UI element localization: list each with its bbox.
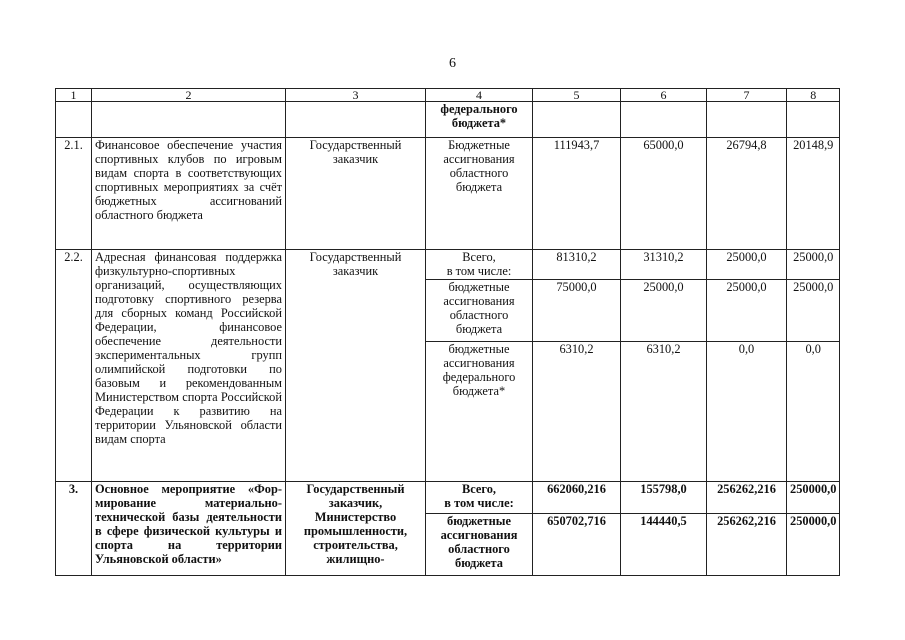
value-total: 662060,216 [533,482,621,514]
funding-source: бюджетные ассигнования областного бюджета [426,514,533,576]
executor: Государственный заказчик [286,138,426,250]
header-cell-3: 3 [286,89,426,102]
value-year-3: 25000,0 [787,280,840,342]
executor: Государственный заказчик, Министерство промышленности, строительства, жилищно- [286,482,426,576]
value-total: 650702,716 [533,514,621,576]
value-year-3: 250000,0 [787,514,840,576]
program-table [55,88,840,576]
funding-source: Всего, в том числе: [426,482,533,514]
table-row-2-1 [56,138,840,250]
header-cell-1: 1 [56,89,92,102]
activity-description: Финансовое обеспечение участия спортивных клубов по игровым видам спорта в соответствующих спортивных мероприятиях за счёт бюджетных ассигнований областного бюджета [92,138,286,250]
header-cell-8: 8 [787,89,840,102]
funding-source: федерального бюджета* [426,102,533,138]
value-year-1: 65000,0 [621,138,707,250]
table-row-2-2 [56,250,840,280]
row-index: 3. [56,482,92,576]
continuation-row [56,102,840,138]
header-row [56,89,840,102]
value-year-2: 0,0 [707,342,787,482]
value-year-2: 26794,8 [707,138,787,250]
value-year-2: 256262,216 [707,514,787,576]
funding-source: бюджетные ассигнования федерального бюджета* [426,342,533,482]
activity-description: Основное мероприятие «Формирование материально-технической базы деятельности в сфере физической культуры и спорта на территории Ульяновской области» [92,482,286,576]
header-cell-5: 5 [533,89,621,102]
row-index: 2.2. [56,250,92,482]
activity-description: Адресная финансовая поддержка физкультурно-спортивных организаций, осуществляющих подготовку спортивного резерва для сборных команд Российской Федерации, финансовое обеспечение деятельности экспериментальных групп олимпийской подготовки по базовым и рекомендованным Министерством спорта Российской Федерации к развитию на территории Ульяновской области видам спорта [92,250,286,482]
table-row-3 [56,482,840,514]
value-total: 6310,2 [533,342,621,482]
value-total: 111943,7 [533,138,621,250]
value-year-1: 31310,2 [621,250,707,280]
value-year-2: 25000,0 [707,250,787,280]
value-year-1: 155798,0 [621,482,707,514]
funding-source: бюджетные ассигнования областного бюджета [426,280,533,342]
executor: Государственный заказчик [286,250,426,482]
header-cell-7: 7 [707,89,787,102]
value-year-1: 144440,5 [621,514,707,576]
value-year-3: 250000,0 [787,482,840,514]
value-year-2: 25000,0 [707,280,787,342]
value-year-2: 256262,216 [707,482,787,514]
value-total: 81310,2 [533,250,621,280]
value-total: 75000,0 [533,280,621,342]
value-year-1: 6310,2 [621,342,707,482]
header-cell-6: 6 [621,89,707,102]
funding-source: Всего, в том числе: [426,250,533,280]
header-cell-4: 4 [426,89,533,102]
value-year-3: 0,0 [787,342,840,482]
value-year-1: 25000,0 [621,280,707,342]
row-index: 2.1. [56,138,92,250]
page-number: 6 [449,56,456,71]
header-cell-2: 2 [92,89,286,102]
value-year-3: 20148,9 [787,138,840,250]
value-year-3: 25000,0 [787,250,840,280]
funding-source: Бюджетные ассигнования областного бюджета [426,138,533,250]
